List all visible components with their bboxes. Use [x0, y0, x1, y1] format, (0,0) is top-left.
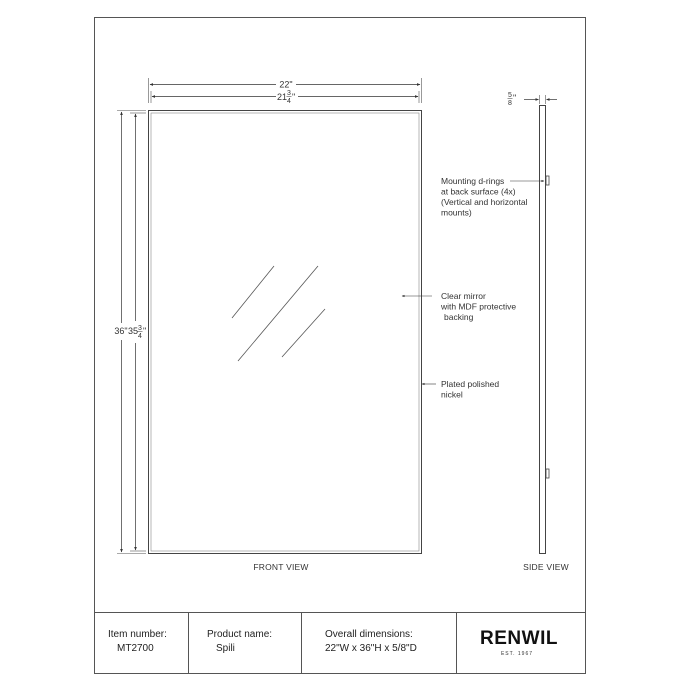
height-inner-denominator: 4: [138, 333, 142, 340]
width-overall-label: 22": [279, 79, 293, 90]
width-inner-whole: 21: [277, 92, 288, 102]
finish-callout-line-2: nickel: [441, 389, 463, 400]
width-inner-numerator: 3: [287, 90, 291, 97]
mirror-callout-line-3: backing: [444, 312, 474, 322]
front-view-label: FRONT VIEW: [253, 562, 309, 572]
height-overall-label: 36": [114, 326, 128, 336]
mounting-callout-line-4: mounts): [441, 207, 472, 218]
product-name-value: Spili: [216, 643, 235, 654]
item-number-label: Item number:: [108, 629, 167, 640]
mirror-callout: [402, 291, 518, 322]
svg-text:": ": [292, 92, 296, 102]
height-inner-whole: 35: [128, 326, 139, 336]
depth-numerator: 5: [508, 92, 512, 99]
overall-dimensions-label: Overall dimensions:: [325, 629, 413, 640]
side-view: [508, 92, 569, 572]
depth-dimension: [508, 92, 558, 107]
mirror-callout-line-1: Clear mirror: [441, 291, 486, 301]
height-inner-numerator: 3: [138, 325, 142, 332]
glass-reflection-lines: [232, 266, 325, 361]
mirror-frame-outer: [149, 111, 422, 554]
mounting-callout: [441, 176, 544, 218]
mounting-callout-line-2: at back surface (4x): [441, 186, 516, 197]
product-name-label: Product name:: [207, 629, 273, 640]
brand-tagline: EST. 1967: [500, 651, 534, 657]
width-inner-dimension: [151, 90, 419, 105]
d-ring-top: [546, 176, 549, 185]
side-view-label: SIDE VIEW: [523, 562, 569, 572]
svg-text:": ": [143, 326, 147, 336]
finish-callout-line-1: Plated polished: [441, 379, 500, 389]
depth-denominator: 8: [508, 100, 512, 107]
d-ring-bottom: [546, 469, 549, 478]
mirror-callout-line-2: with MDF protective: [441, 301, 517, 312]
sheet-border: [95, 18, 586, 674]
svg-text:Plated polished nickel: [441, 379, 502, 400]
front-view: [114, 78, 421, 572]
finish-callout: [422, 379, 502, 400]
svg-text:Clear mirror with MDF pr: [440, 291, 518, 322]
height-inner-dimension: [128, 113, 146, 551]
item-number-value: MT2700: [117, 643, 154, 654]
mounting-callout-line-1: Mounting d-rings: [441, 176, 505, 186]
mirror-side-profile: [540, 106, 546, 554]
svg-text:Mounting d-rings at back: [441, 176, 530, 218]
overall-dimensions-value: 22"W x 36"H x 5/8"D: [325, 643, 417, 654]
width-inner-denominator: 4: [287, 98, 291, 105]
brand-logo: RENWIL: [480, 628, 558, 649]
svg-text:": ": [513, 93, 517, 103]
title-block: [108, 613, 558, 674]
mirror-frame-inner: [151, 113, 419, 551]
mounting-callout-line-3: (Vertical and horizontal: [441, 197, 528, 207]
